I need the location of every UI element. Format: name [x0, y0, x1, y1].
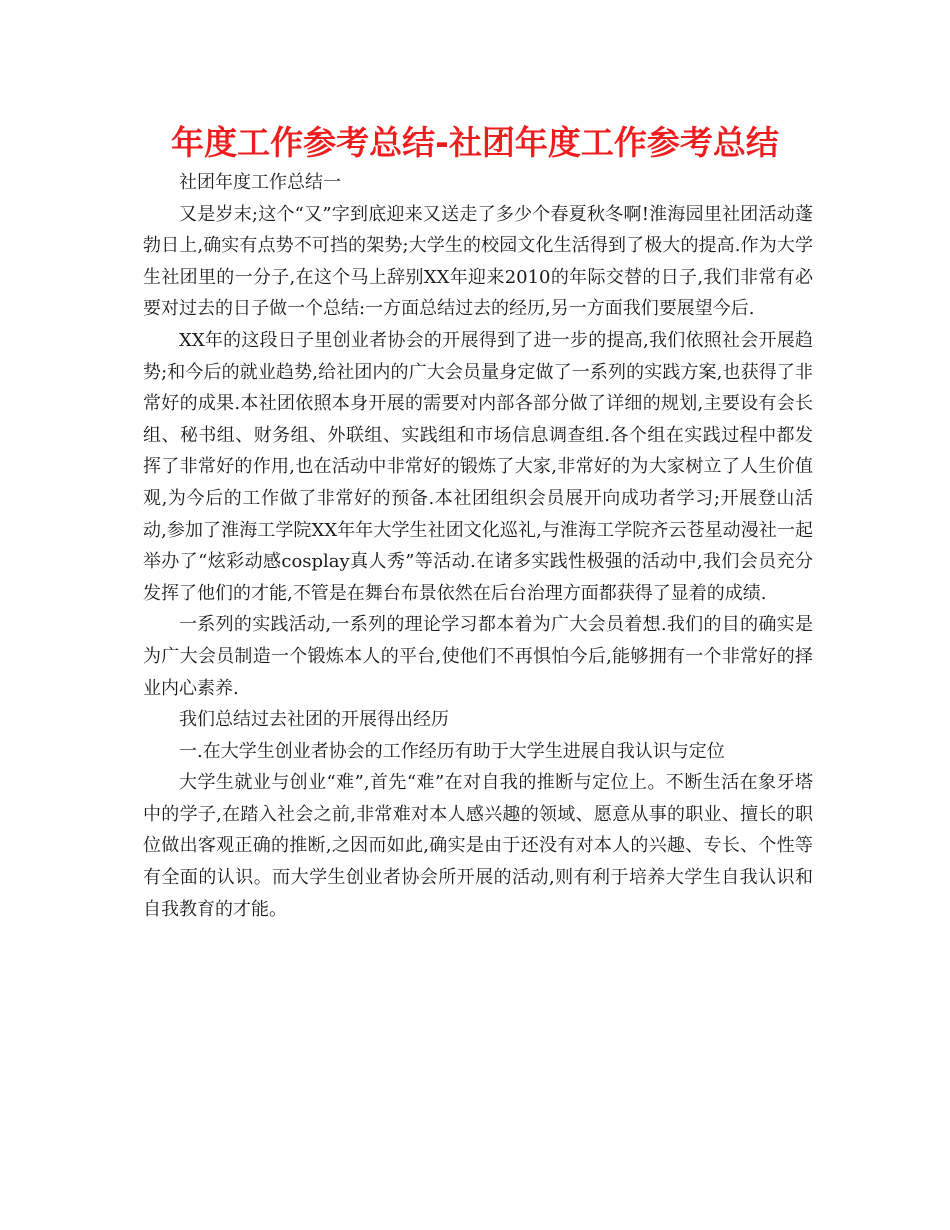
document-body	[143, 167, 813, 925]
section-heading: 一.在大学生创业者协会的工作经历有助于大学生进展自我认识与定位	[179, 740, 725, 762]
body-paragraph: 一系列的实践活动,一系列的理论学习都本着为广大会员着想.我们的目的确实是为广大会员制造一个锻炼本人的平台,使他们不再惧怕今后,能够拥有一个非常好的择业内心素养.	[143, 614, 813, 699]
body-paragraph: 大学生就业与创业“难”,首先“难”在对自我的推断与定位上。不断生活在象牙塔中的学子,在踏入社会之前,非常难对本人感兴趣的领域、愿意从事的职业、擅长的职位做出客观正确的推断,之因而如此,确实是由于还没有对本人的兴趣、专长、个性等有全面的认识。而大学生创业者协会所开展的活动,则有利于培养大学生自我认识和自我教育的才能。	[143, 772, 813, 920]
body-paragraph: XX年的这段日子里创业者协会的开展得到了进一步的提高,我们依照社会开展趋势;和今后的就业趋势,给社团内的广大会员量身定做了一系列的实践方案,也获得了非常好的成果.本社团依照本身开展的需要对内部各部分做了详细的规划,主要设有会长组、秘书组、财务组、外联组、实践组和市场信息调查组.各个组在实践过程中都发挥了非常好的作用,也在活动中非常好的锻炼了大家,非常好的为大家树立了人生价值观,为今后的工作做了非常好的预备.本社团组织会员展开向成功者学习;开展登山活动,参加了淮海工学院XX年年大学生社团文化巡礼,与淮海工学院齐云苍星动漫社一起举办了“炫彩动感cosplay真人秀”等活动.在诸多实践性极强的活动中,我们会员充分发挥了他们的才能,不管是在舞台布景依然在后台治理方面都获得了显着的成绩.	[143, 329, 813, 604]
body-paragraph: 又是岁末;这个“又”字到底迎来又送走了多少个春夏秋冬啊!淮海园里社团活动蓬勃日上,确实有点势不可挡的架势;大学生的校园文化生活得到了极大的提高.作为大学生社团里的一分子,在这个马上辞别XX年迎来2010的年际交替的日子,我们非常有必要对过去的日子做一个总结:一方面总结过去的经历,另一方面我们要展望今后.	[143, 203, 813, 320]
document-title: 年度工作参考总结-社团年度工作参考总结	[171, 123, 779, 162]
section-heading: 社团年度工作总结一	[179, 172, 341, 193]
section-heading: 我们总结过去社团的开展得出经历	[179, 709, 449, 731]
